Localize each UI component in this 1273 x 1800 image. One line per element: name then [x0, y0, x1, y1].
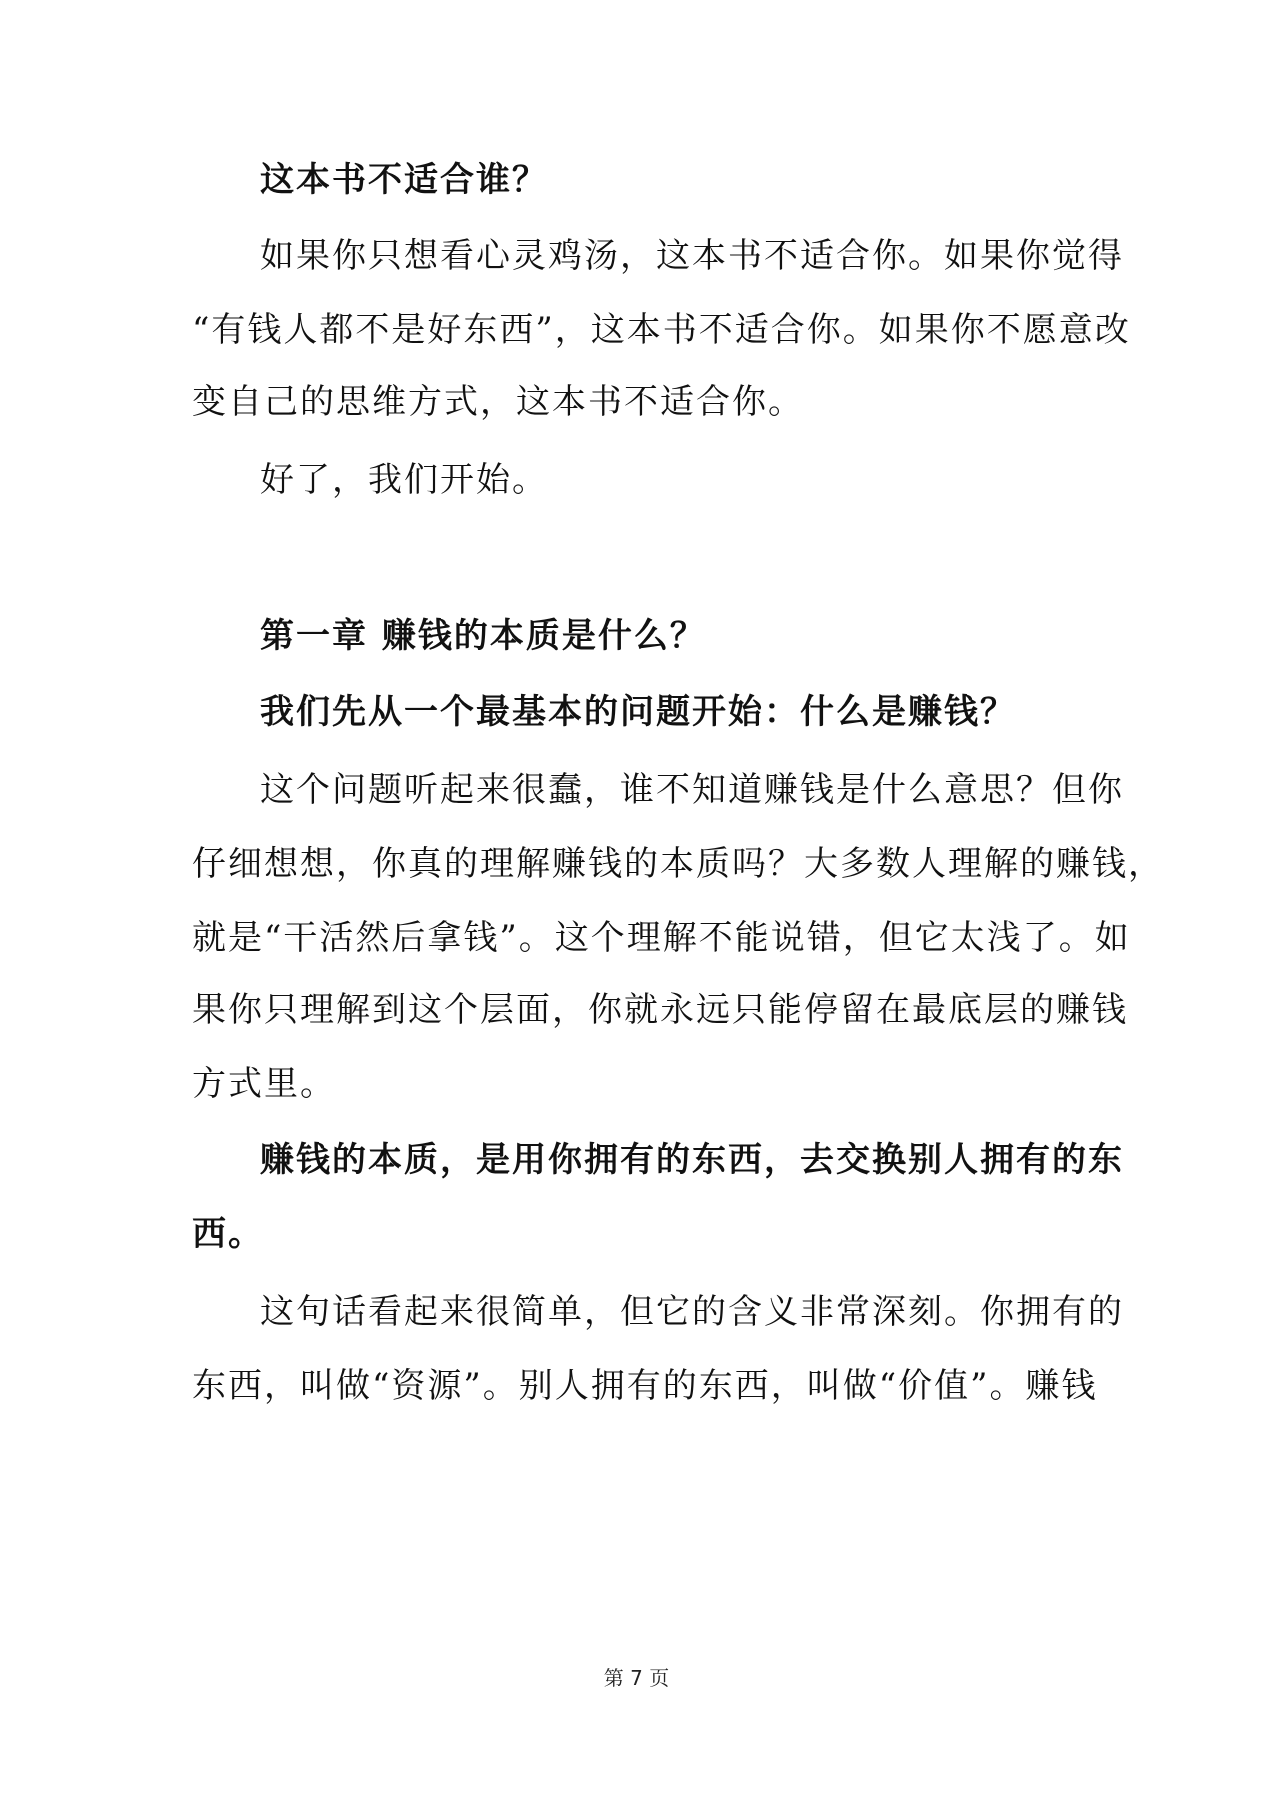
paragraph-line: “有钱人都不是好东西”，这本书不适合你。如果你不愿意改	[192, 310, 1131, 350]
paragraph-line: 果你只理解到这个层面，你就永远只能停留在最底层的赚钱	[192, 990, 1128, 1030]
paragraph-line: 好了，我们开始。	[260, 460, 548, 500]
page-number: 第 7 页	[603, 1666, 670, 1690]
chapter-title: 第一章 赚钱的本质是什么？	[260, 616, 706, 656]
paragraph-line: 如果你只想看心灵鸡汤，这本书不适合你。如果你觉得	[260, 236, 1124, 276]
paragraph-line: 方式里。	[192, 1064, 336, 1104]
paragraph-line: 变自己的思维方式，这本书不适合你。	[192, 382, 804, 422]
bold-statement-line: 赚钱的本质，是用你拥有的东西，去交换别人拥有的东	[260, 1140, 1124, 1180]
section-heading: 这本书不适合谁？	[260, 160, 548, 200]
paragraph-line: 就是“干活然后拿钱”。这个理解不能说错，但它太浅了。如	[192, 918, 1131, 958]
bold-statement-line: 西。	[192, 1214, 264, 1254]
paragraph-line: 东西，叫做“资源”。别人拥有的东西，叫做“价值”。赚钱	[192, 1366, 1098, 1406]
paragraph-line: 这个问题听起来很蠢，谁不知道赚钱是什么意思？但你	[260, 770, 1124, 810]
question-heading: 我们先从一个最基本的问题开始：什么是赚钱？	[260, 692, 1016, 732]
paragraph-line: 仔细想想，你真的理解赚钱的本质吗？大多数人理解的赚钱，	[192, 844, 1164, 884]
paragraph-line: 这句话看起来很简单，但它的含义非常深刻。你拥有的	[260, 1292, 1124, 1332]
